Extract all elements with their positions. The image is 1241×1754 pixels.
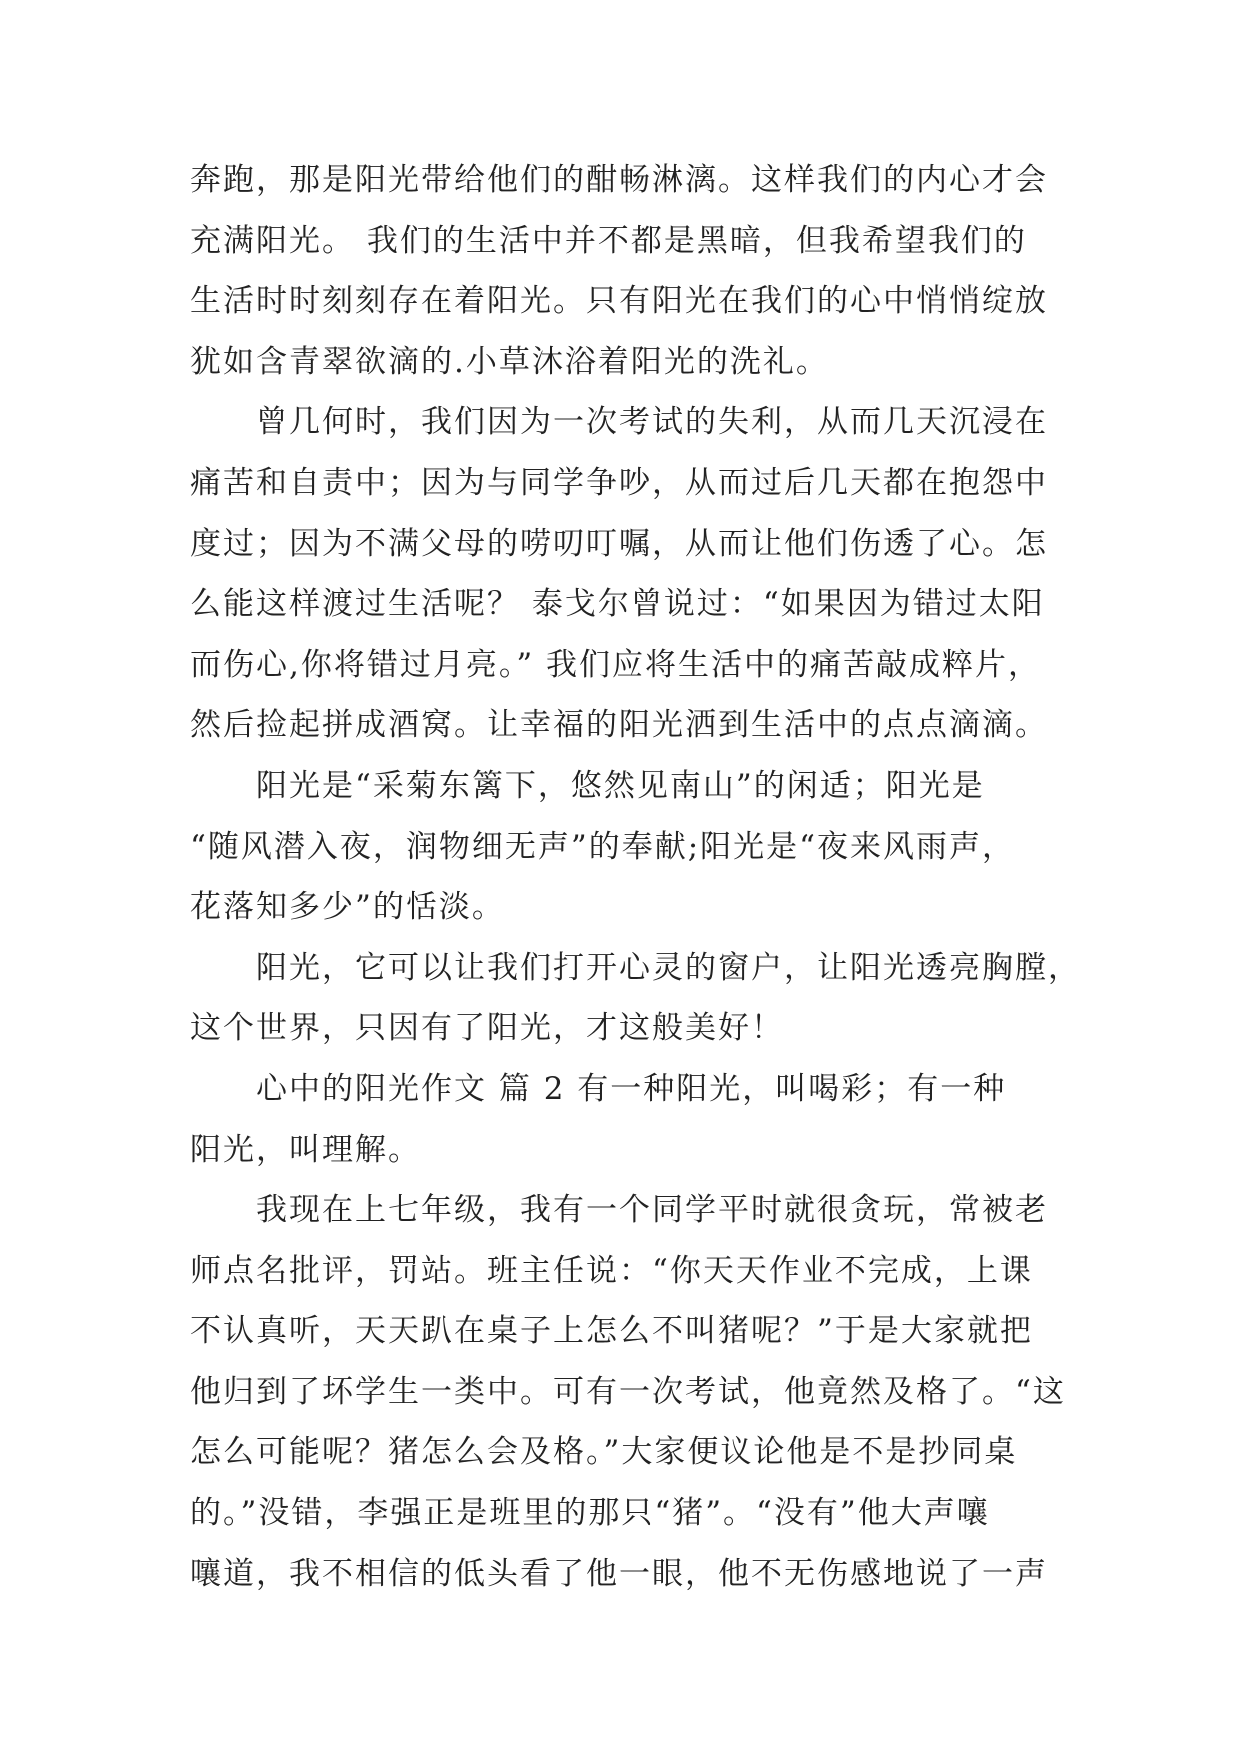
text-line: 而伤心,你将错过月亮。” 我们应将生活中的痛苦敲成粹片，	[190, 646, 1042, 683]
text-line: 么能这样渡过生活呢？ 泰戈尔曾说过：“如果因为错过太阳	[190, 586, 1045, 623]
text-line: 师点名批评，罚站。班主任说：“你天天作业不完成，上课	[190, 1252, 1033, 1289]
text-line: “随风潜入夜，润物细无声”的奉献;阳光是“夜来风雨声，	[190, 828, 1015, 865]
text-line: 犹如含青翠欲滴的.小草沐浴着阳光的洗礼。	[190, 343, 829, 380]
text-line: 阳光，叫理解。	[190, 1131, 421, 1168]
text-line: 这个世界，只因有了阳光，才这般美好！	[190, 1010, 784, 1047]
text-line: 然后捡起拼成酒窝。让幸福的阳光洒到生活中的点点滴滴。	[190, 707, 1048, 744]
text-line: 度过；因为不满父母的唠叨叮嘱，从而让他们伤透了心。怎	[190, 525, 1048, 562]
text-line: 奔跑，那是阳光带给他们的酣畅淋漓。这样我们的内心才会	[190, 162, 1048, 198]
text-line: 我现在上七年级，我有一个同学平时就很贪玩，常被老	[256, 1192, 1048, 1229]
text-line: 曾几何时，我们因为一次考试的失利，从而几天沉浸在	[256, 404, 1048, 441]
text-line: 的。”没错，李强正是班里的那只“猪”。“没有”他大声嚷	[190, 1495, 990, 1532]
text-line: 不认真听，天天趴在桌子上怎么不叫猪呢？”于是大家就把	[190, 1313, 1033, 1350]
text-line: 阳光是“采菊东篱下，悠然见南山”的闲适；阳光是	[256, 767, 985, 804]
text-line: 阳光，它可以让我们打开心灵的窗户，让阳光透亮胸膛，	[256, 949, 1081, 986]
text-line: 痛苦和自责中；因为与同学争吵，从而过后几天都在抱怨中	[190, 464, 1048, 501]
text-line: 充满阳光。 我们的生活中并不都是黑暗，但我希望我们的	[190, 222, 1027, 259]
text-line: 他归到了坏学生一类中。可有一次考试，他竟然及格了。“这	[190, 1373, 1066, 1410]
text-line: 怎么可能呢？猪怎么会及格。”大家便议论他是不是抄同桌	[190, 1434, 1018, 1471]
text-line: 心中的阳光作文 篇 2 有一种阳光，叫喝彩；有一种	[256, 1070, 1007, 1107]
text-line: 嚷道，我不相信的低头看了他一眼，他不无伤感地说了一声	[190, 1555, 1048, 1592]
text-line: 花落知多少”的恬淡。	[190, 889, 505, 926]
text-line: 生活时时刻刻存在着阳光。只有阳光在我们的心中悄悄绽放	[190, 283, 1048, 320]
document-body	[190, 150, 1081, 1604]
